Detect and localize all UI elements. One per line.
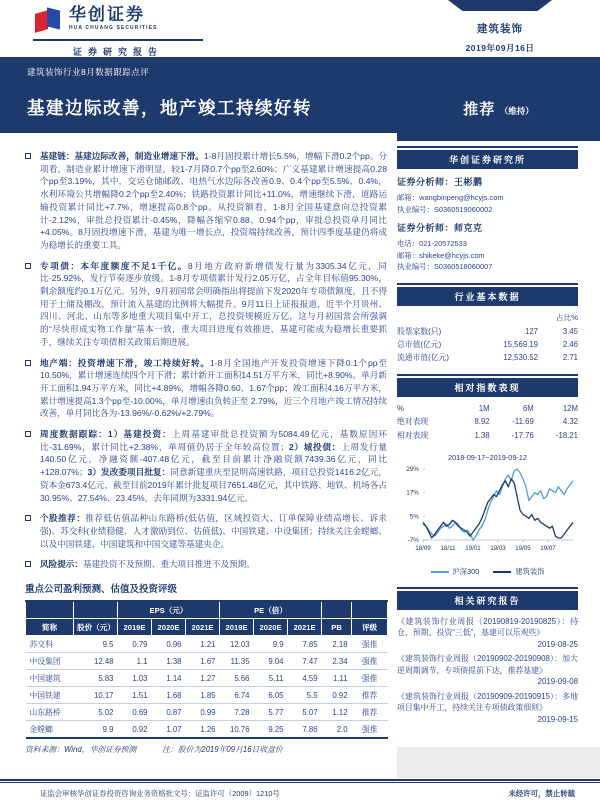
stock-cell: 1.51 <box>118 687 152 704</box>
stock-cell: 1.38 <box>152 653 186 670</box>
stock-cell: 6.05 <box>254 687 288 704</box>
report-subtitle: 建筑装饰行业8月数据跟踪点评 <box>27 67 150 77</box>
stock-cell: 5.11 <box>254 670 288 687</box>
table-note: 注：股价为2019年09月16日收盘价 <box>162 745 283 755</box>
relative-col-header: 6M <box>522 404 534 413</box>
stock-table-row <box>26 721 388 739</box>
legend-line-swatch <box>431 571 449 573</box>
stock-cell: 金螳螂 <box>29 724 53 734</box>
legend-item <box>431 567 480 577</box>
performance-chart <box>397 464 578 560</box>
industry-name: 建筑装饰 <box>477 23 523 35</box>
header-banner-shape <box>448 0 552 11</box>
bullet-item <box>25 357 387 421</box>
bullet-item <box>25 512 387 550</box>
stock-table-row <box>26 670 388 687</box>
bullet-text: 基建链：基建边际改善，制造业增速下滑。1-8月固投累计增长5.5%，增幅下滑0.2个pp。分项看，制造业累计增速下滑明显，较1-7月降0.7个pp至2.60%；广义基建累计增速提高0.28个pp至3.19%，其中，交运仓储邮政、电热气水边际各改善0.9、0.4个pp至5.5%、0.4%，水利环境公共增幅降0.2个pp至2.40%；铁路投资累计同比+11.0%，增速继续下滑，道路运输投资累计同比+7.7%，增速提高0.8个pp。从投资额看，1-8月全国基建意向总投资累计-2.12%，审批总投资累计-0.45%，降幅各缩窄0.88、0.94个pp，审批总投资单月同比+4.05%。8月固投增速下滑，基建为唯一增长点，投资端持续改善，预计四季度基建仍将成为稳增长的重要工具。 <box>40 151 387 250</box>
stock-table <box>25 600 388 739</box>
stock-cell: 中国铁建 <box>26 687 74 704</box>
stock-cell: 中国建筑 <box>26 670 74 687</box>
legend-item <box>493 567 544 577</box>
stock-cell: 5.07 <box>288 704 322 721</box>
stock-cell: 7.85 <box>288 636 322 653</box>
bullet-square-icon <box>25 153 31 159</box>
stock-cell: 0.92 <box>322 687 352 704</box>
report-date: 2019-09-15 <box>537 714 578 724</box>
stock-cell: 10.76 <box>230 724 250 734</box>
relative-index-cell: 绝对表现 <box>397 417 429 426</box>
industry-data-rows <box>397 325 578 364</box>
relative-index-cell: -11.69 <box>512 417 534 426</box>
stock-cell: 0.99 <box>186 704 220 721</box>
analyst-detail: 邮箱：wangbinpeng@hcyjs.com <box>397 193 504 202</box>
industry-data-label: 总市值(亿元) <box>397 339 442 349</box>
stock-cell: 5.77 <box>254 704 288 721</box>
rating-value: 推荐 <box>463 101 496 118</box>
stock-cell: 0.79 <box>118 636 152 653</box>
bullet-item <box>25 150 387 252</box>
report-date: 2019-08-25 <box>537 639 578 649</box>
stock-col-header: 2020E <box>152 619 186 636</box>
stock-cell: 山东路桥 <box>26 704 74 721</box>
report-title: 基建边际改善，地产竣工持续好转 <box>27 98 312 118</box>
relative-index-cell: -18.21 <box>555 431 578 440</box>
report-date: 2019年09月16日 <box>465 43 535 53</box>
stock-cell: 9.9 <box>254 636 288 653</box>
relative-index-table <box>397 403 578 443</box>
stock-cell: 1.1 <box>118 653 152 670</box>
stock-cell: 0.87 <box>152 704 186 721</box>
analyst-detail: 电话：021-20572533 <box>397 239 467 248</box>
stock-cell: 9.25 <box>268 724 284 734</box>
footer-divider <box>0 779 600 783</box>
stock-cell: 5.02 <box>74 704 118 721</box>
brand-area <box>33 6 203 58</box>
pe-group-header: PE（倍） <box>220 601 322 619</box>
svg-text:-7%: -7% <box>407 536 419 544</box>
svg-text:19/05: 19/05 <box>515 544 531 552</box>
stock-cell: 12.03 <box>220 636 254 653</box>
legend-label: 沪深300 <box>452 566 480 576</box>
bullet-text: 专项债：本年度额度不足1千亿。8月地方政府新增债发行量为3305.34亿元，同比-25.92%，发行节奏逐步放缓。1-8月专项债累计发行2.05万亿，占全年目标值95.30%，剩余额度约0.1万亿元。另外，9月初国常会明确指出将提前下发2020年专项债额度，且不得用于土储及棚改，预计流入基建的比例将大幅提升。9月11日上证报报道，近半个月贵州、四川、河北、山东等多地重大项目集中开工，总投资规模近万亿，这与月初国常会所强调的“尽快形成实物工作量”基本一致，重大项目进度有效推进，基建可能成为稳增长重要抓手，继续关注专项债相关政策后期进展。 <box>40 260 387 347</box>
stock-col-header: 2021E <box>186 619 220 636</box>
stock-cell: 2.0 <box>336 724 348 734</box>
stock-cell: 2.34 <box>322 653 352 670</box>
relative-index-cell: 1.38 <box>474 431 490 440</box>
stock-cell: 强推 <box>361 724 378 734</box>
stock-table-group-header <box>26 601 388 619</box>
analyst-detail: 执业编号：S0360519060002 <box>397 204 493 214</box>
stock-cell: 0.96 <box>152 636 186 653</box>
analyst-name: 证券分析师：王彬鹏 <box>397 177 483 187</box>
bullet-square-icon <box>25 431 31 437</box>
report-type-label: 证券研究报告 <box>72 47 163 57</box>
stock-col-header: 2019E <box>118 619 152 636</box>
stock-cell: 7.47 <box>288 653 322 670</box>
report-item <box>397 653 578 688</box>
stock-cell: 1.14 <box>152 670 186 687</box>
relative-index-cell: 相对表现 <box>397 431 429 440</box>
industry-data-row <box>397 338 578 351</box>
stock-cell: 苏交科 <box>26 636 74 653</box>
stock-table-title: 重点公司盈利预测、估值及投资评级 <box>25 584 178 596</box>
relative-index-cell: 8.92 <box>474 417 490 426</box>
stock-cell: 强推 <box>352 653 388 670</box>
stock-cell: 1.12 <box>322 704 352 721</box>
chart-date-range: 2018-09-17~2019-09-12 <box>448 452 527 462</box>
analyst-list <box>397 175 578 273</box>
industry-data-label: 股票家数(只) <box>397 326 442 336</box>
bullet-text: 风险提示：基建投资不及预期、重大项目推进不及预期。 <box>40 559 255 570</box>
stock-col-header: 股价（元） <box>74 619 118 636</box>
huachuang-logo-icon <box>33 6 63 36</box>
analyst-block <box>397 175 578 215</box>
svg-text:18/11: 18/11 <box>440 544 456 552</box>
stock-cell: 11.35 <box>220 653 254 670</box>
stock-cell: 5.83 <box>74 670 118 687</box>
svg-text:5%: 5% <box>409 512 419 520</box>
brand-name-en: HUA CHUANG SECURITIES <box>69 25 158 31</box>
stock-cell: 9.9 <box>102 724 114 734</box>
stock-table-col-header <box>26 619 388 636</box>
relative-index-row <box>397 429 578 443</box>
pct-column-header: 占比% <box>556 312 578 322</box>
footer-license: 证监会审核华创证券投资咨询业务资格批文号：证监许可（2009）1210号 <box>40 789 280 798</box>
svg-text:17%: 17% <box>406 489 419 497</box>
relative-col-header: % <box>397 404 404 413</box>
stock-col-header: 2019E <box>220 619 254 636</box>
report-title: 《建筑装饰行业周报（20190902-20190908）：加大逆周期调节，专项债提前下达，推荐基建》 <box>397 654 578 675</box>
stock-cell: 1.27 <box>186 670 220 687</box>
bullet-square-icon <box>25 263 31 269</box>
stock-table-row <box>26 704 388 721</box>
stock-cell: 12.48 <box>74 653 118 670</box>
sidebar-gray-block <box>397 747 600 778</box>
relative-index-cell: 4.32 <box>562 417 578 426</box>
industry-data-header: 行业基本数据 <box>397 287 578 306</box>
section-relative-index <box>397 374 578 577</box>
brand-name-cn: 华创证券 <box>69 5 145 24</box>
stock-cell: 1.67 <box>186 653 220 670</box>
stock-cell: 推荐 <box>352 704 388 721</box>
stock-cell: 5.5 <box>288 687 322 704</box>
relative-index-header: 相对指数表现 <box>397 378 578 397</box>
stock-table-row <box>26 653 388 670</box>
stock-cell: 0.69 <box>118 704 152 721</box>
footer-copyright: 未经许可，禁止转载 <box>508 789 575 798</box>
industry-data-pct: 2.46 <box>562 339 578 349</box>
analyst-block <box>397 221 578 273</box>
stock-cell: 1.26 <box>200 724 216 734</box>
performance-chart-wrap <box>397 453 578 577</box>
relative-index-row <box>397 415 578 429</box>
relative-index-cell: -17.76 <box>511 431 534 440</box>
stock-cell: 0.92 <box>132 724 148 734</box>
stock-cell: 2.18 <box>322 636 352 653</box>
chart-legend <box>397 567 578 577</box>
industry-data-pct: 2.71 <box>562 352 578 362</box>
stock-cell: 7.86 <box>302 724 318 734</box>
bullet-text: 周度数据跟踪：1）基建投资：上周基建审批总投资额为5084.49亿元，基数原因环比-31.69%，累计同比+2.38%，单周值仍居于全年较高位置；2）城投债：上周发行量140.50亿元，净融资额-407.48亿元，截至目前累计净融资额7439.36亿元，同比+128.07%；3）发改委项目批复：同意新建重庆至昆明高速铁路，项目总投资1416.2亿元，资本金673.4亿元，截至目前2019年累计批复项目7651.48亿元，其中铁路、地铁、机场各占30.95%、27.54%、23.45%，去年同期为3331.94亿元。 <box>40 429 387 503</box>
bullet-text: 地产端：投资增速下滑，竣工持续好转。1-8月全国地产开发投资增速下降0.1个pp至10.50%，累计增速连续四个月下滑；累计新开工面积14.51万平方米，同比+8.90%。单月新开工面积1.94万平方米，同比+4.89%，增幅各降0.60、1.67个pp；竣工面积4.16万平方米，累计增速提高1.3个pp至-10.00%，单月增速由负转正至 2.79%，近三个月地产竣工情况持续改善，单月同比各为-13.96%/-0.62%/+2.79%。 <box>40 357 387 419</box>
bullet-square-icon <box>25 561 31 567</box>
section-institute <box>397 146 578 273</box>
stock-col-header: 2021E <box>288 619 322 636</box>
industry-data-pct: 3.45 <box>562 326 578 336</box>
stock-cell: 5.66 <box>220 670 254 687</box>
stock-table-row <box>26 687 388 704</box>
analyst-name: 证券分析师：师克克 <box>397 223 483 233</box>
bullet-text: 个股推荐：推荐低估值品种山东路桥(低估值，区域投资大、订单保障业绩高增长、诉求强)、苏交科(业绩稳健、人才激励到位、估值低)、中国铁建、中设集团；持续关注金螳螂、以及中国铁建、中国建筑和中国交建等基建央企。 <box>40 513 387 549</box>
stock-cell: 推荐 <box>352 687 388 704</box>
stock-table-row <box>26 636 388 653</box>
sidebar <box>397 146 578 735</box>
stock-cell: 1.68 <box>152 687 186 704</box>
bullet-square-icon <box>25 360 31 366</box>
report-list <box>397 616 578 726</box>
svg-text:29%: 29% <box>406 465 419 473</box>
stock-cell: 强推 <box>352 636 388 653</box>
stock-cell: 1.21 <box>186 636 220 653</box>
industry-data-row <box>397 351 578 364</box>
report-item <box>397 616 578 651</box>
industry-data-row <box>397 325 578 338</box>
stock-cell: 6.74 <box>220 687 254 704</box>
legend-line-swatch <box>493 571 511 573</box>
svg-text:19/03: 19/03 <box>490 544 506 552</box>
relative-col-header: 12M <box>562 404 578 413</box>
bullet-square-icon <box>25 515 31 521</box>
stock-col-header: 评级 <box>352 619 388 636</box>
table-source-note <box>25 744 387 755</box>
stock-cell: 4.59 <box>288 670 322 687</box>
stock-col-header: PB <box>322 619 352 636</box>
eps-group-header: EPS（元） <box>118 601 220 619</box>
bullet-item <box>25 260 387 349</box>
report-title: 《建筑装饰行业周报（20190909-20190915）：多地项目集中开工，持续关注专项债政策细则》 <box>397 691 578 712</box>
analyst-detail: 邮箱：shikeke@hcyjs.com <box>397 250 485 260</box>
section-industry-data <box>397 283 578 364</box>
svg-text:18/09: 18/09 <box>415 544 431 552</box>
report-date: 2019-09-08 <box>537 677 578 686</box>
industry-data-value: 12,530.52 <box>503 352 538 362</box>
bullet-item <box>25 428 387 504</box>
legend-label: 建筑装饰 <box>515 566 545 576</box>
svg-text:19/07: 19/07 <box>540 544 556 552</box>
report-title: 《建筑装饰行业周报（20190819-20190825）：持仓、预期、投资“三低”，基建可以乐观些》 <box>397 616 578 637</box>
stock-cell: 1.85 <box>186 687 220 704</box>
report-item <box>397 691 578 726</box>
institute-header: 华创证券研究所 <box>397 150 578 169</box>
stock-col-header: 简称 <box>26 619 74 636</box>
section-reports <box>397 587 578 726</box>
summary-bullets <box>25 150 387 571</box>
reports-header: 相关研究报告 <box>397 591 578 610</box>
stock-cell: 7.28 <box>220 704 254 721</box>
main-column <box>25 150 387 755</box>
rating-note: （维持） <box>499 106 534 116</box>
header-meta <box>420 0 580 54</box>
bullet-item <box>25 558 387 571</box>
stock-cell: 强推 <box>352 670 388 687</box>
stock-cell: 9.04 <box>254 653 288 670</box>
rating-box <box>397 90 600 141</box>
stock-cell: 1.03 <box>118 670 152 687</box>
industry-data-label: 流通市值(亿元) <box>397 352 449 362</box>
stock-col-header: 2020E <box>254 619 288 636</box>
relative-col-header: 1M <box>478 404 490 413</box>
industry-data-value: 127 <box>524 326 538 336</box>
stock-cell: 9.5 <box>74 636 118 653</box>
stock-cell: 1.07 <box>166 724 182 734</box>
stock-cell: 10.17 <box>74 687 118 704</box>
stock-cell: 1.11 <box>322 670 352 687</box>
analyst-detail: 执业编号：S0360518060007 <box>397 262 493 271</box>
industry-data-value: 15,569.19 <box>503 339 538 349</box>
stock-cell: 中设集团 <box>26 653 74 670</box>
svg-text:19/01: 19/01 <box>465 544 481 552</box>
table-source: 资料来源：Wind，华创证券预测 <box>25 745 137 755</box>
